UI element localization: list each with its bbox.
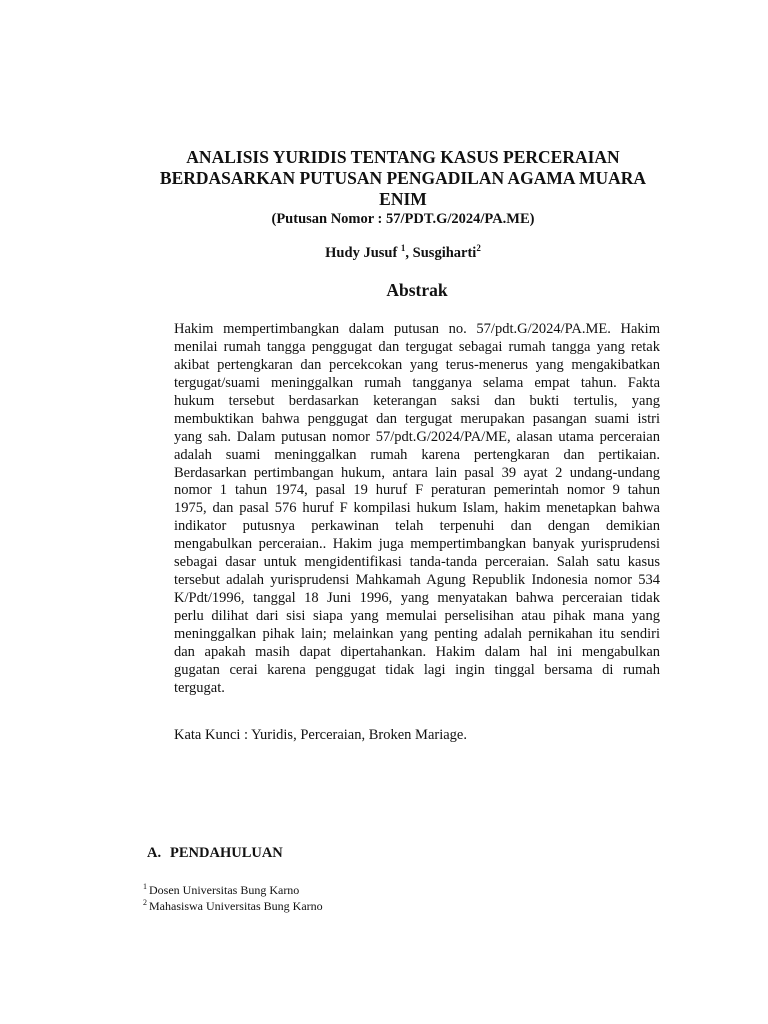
abstract-line: mengabulkan perceraian.. Hakim juga mempertimbangkan banyak yurisprudensi [174, 536, 660, 553]
abstract-line: adalah suami meninggalkan rumah karena pertengkaran dan pertikaian. [174, 446, 660, 463]
abstract-line: tersebut adalah yurisprudensi Mahkamah Agung Republik Indonesia nomor 534 [174, 572, 660, 589]
decision-number: (Putusan Nomor : 57/PDT.G/2024/PA.ME) [271, 211, 535, 227]
author-list [147, 244, 659, 262]
abstract-line: dan apakah masih dapat dipertahankan. Hakim dalam hal ini mengabulkan [174, 643, 660, 660]
author-separator: , [405, 245, 410, 261]
footnote-mark: 2 [143, 898, 147, 907]
abstract-line: indikator putusnya perkawinan telah terpenuhi dan dengan demikian [174, 518, 660, 535]
abstract-line: gugatan cerai karena penggugat tidak lagi ingin tinggal bersama di rumah [174, 661, 660, 678]
abstract-line: nomor 1 tahun 1974, pasal 19 huruf F peraturan pemerintah nomor 9 tahun [174, 482, 660, 499]
abstract-line: 1975, dan pasal 576 huruf F kompilasi hukum Islam, hakim menetapkan bahwa [174, 500, 660, 517]
footnote [143, 898, 323, 914]
footnote [143, 882, 323, 898]
author-footnote-mark: 1 [400, 243, 406, 254]
abstract-line: tergugat/suami meninggalkan rumah tangganya selama empat tahun. Fakta [174, 374, 660, 391]
section-heading [147, 844, 283, 862]
section-title: PENDAHULUAN [170, 845, 283, 861]
author-name: Hudy Jusuf [325, 245, 398, 261]
abstract-line: meninggalkan pihak lain; melainkan yang penting adalah pernikahan itu sendiri [174, 625, 660, 642]
author-name: Susgiharti [412, 245, 477, 261]
keywords: Kata Kunci : Yuridis, Perceraian, Broken Mariage. [174, 727, 467, 743]
footnotes [143, 882, 323, 914]
abstract-line: menilai rumah tangga penggugat dan tergugat sebagai rumah tangga yang retak [174, 338, 660, 355]
abstract-heading: Abstrak [386, 280, 448, 300]
abstract-line: yang sah. Dalam putusan nomor 57/pdt.G/2024/PA/ME, alasan utama perceraian [174, 428, 660, 445]
abstract-line: membuktikan bahwa penggugat dan tergugat merupakan pasangan suami istri [174, 410, 660, 427]
title-line: BERDASARKAN PUTUSAN PENGADILAN AGAMA MUARA [159, 168, 647, 188]
footnote-text: Mahasiswa Universitas Bung Karno [149, 899, 323, 913]
abstract-line: sebagai dasar untuk mengidentifikasi tanda-tanda perceraian. Salah satu kasus [174, 554, 660, 571]
abstract-line: hukum tersebut berdasarkan keterangan saksi dan bukti tertulis, yang [174, 392, 660, 409]
abstract-line: Hakim mempertimbangkan dalam putusan no. 57/pdt.G/2024/PA.ME. Hakim [174, 321, 660, 337]
abstract-body [174, 321, 660, 698]
paper-title [147, 147, 659, 210]
abstract-line: tergugat. [174, 679, 225, 696]
title-line: ENIM [379, 189, 427, 209]
footnote-mark: 1 [143, 882, 147, 891]
abstract-line: perlu dilihat dari sisi siapa yang memulai perselisihan atau pihak mana yang [174, 608, 660, 624]
section-number: A. [147, 845, 162, 861]
author-footnote-mark: 2 [476, 243, 481, 254]
footnote-text: Dosen Universitas Bung Karno [149, 883, 300, 897]
abstract-line: akibat pertengkaran dan percekcokan yang terus-menerus yang mengakibatkan [174, 356, 660, 373]
abstract-line: K/Pdt/1996, tanggal 18 Juni 1996, yang menyatakan bahwa perceraian tidak [174, 590, 660, 607]
abstract-line: Berdasarkan pertimbangan hukum, antara lain pasal 39 ayat 2 undang-undang [174, 464, 660, 481]
title-line: ANALISIS YURIDIS TENTANG KASUS PERCERAIAN [186, 147, 620, 167]
